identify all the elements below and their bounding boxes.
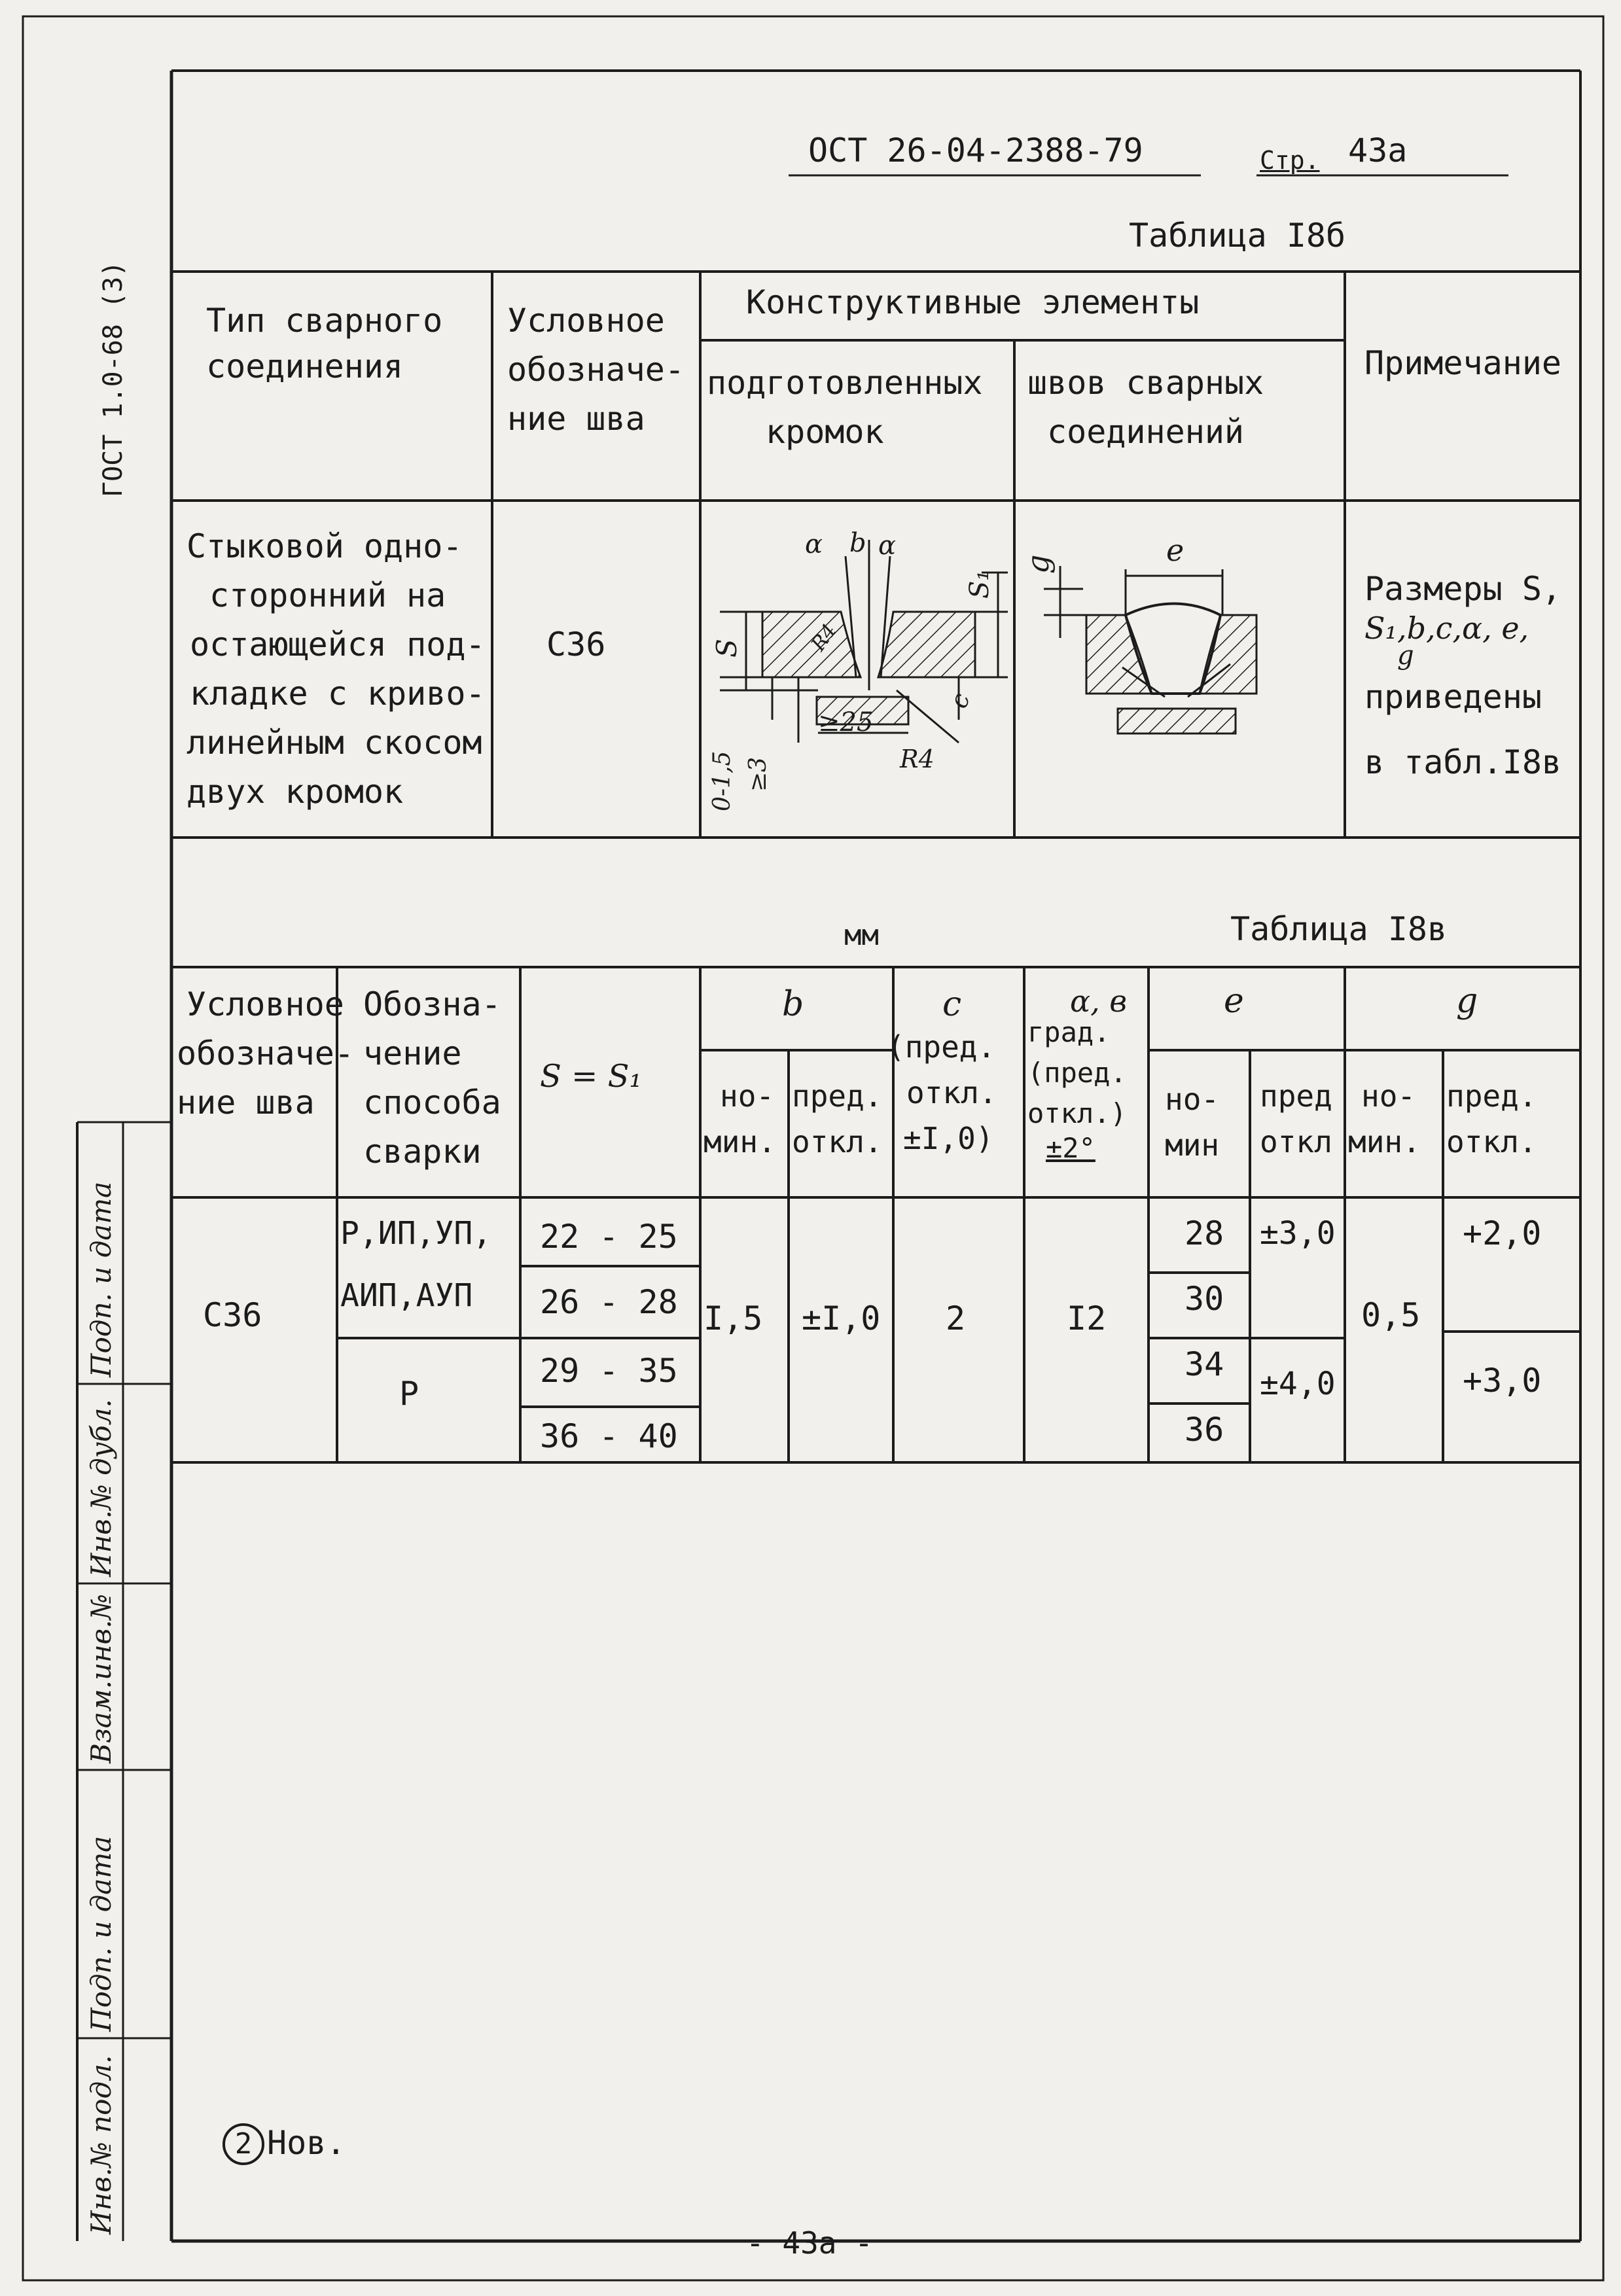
t1-note-line-3: g (1397, 641, 1414, 671)
dim-r4-top: R4 (806, 620, 842, 656)
page-number: 43а (1348, 132, 1408, 169)
t2-head-e-nom-2: мин (1165, 1127, 1220, 1163)
t1-type-line-1: Стыковой одно- (187, 527, 463, 565)
t2-b-nom: I,5 (704, 1299, 763, 1337)
dim-gap: ≥3 (745, 756, 772, 792)
t2-e-nom-1: 28 (1185, 1214, 1224, 1252)
t2-head-code-2: обозначе- (177, 1034, 354, 1072)
t2-head-g-dev-1: пред. (1446, 1078, 1537, 1114)
t2-head-c-2: (пред. (887, 1029, 996, 1065)
side-standard-code: ГОСТ 1.0-68 (3) (98, 260, 128, 497)
t1-head-prep-1: подготовленных (707, 364, 983, 402)
t2-head-c-4: ±I,0) (903, 1121, 994, 1156)
t2-g-dev-1: +2,0 (1463, 1214, 1542, 1252)
t2-head-alpha-5: ±2° (1046, 1132, 1096, 1164)
t2-s-range-3: 29 - 35 (540, 1352, 678, 1390)
t1-head-prep-2: кромок (766, 413, 884, 451)
t2-g-dev-2: +3,0 (1463, 1362, 1542, 1400)
doc-code: ОСТ 26-04-2388-79 (808, 132, 1143, 169)
t1-type-line-2: сторонний на (209, 576, 446, 614)
t2-head-alpha-4: откл.) (1027, 1097, 1127, 1129)
t2-e-nom-3: 34 (1185, 1345, 1224, 1383)
dim-alpha-right: α (878, 531, 897, 561)
t2-alpha: I2 (1067, 1299, 1107, 1337)
stamp-sign-date-1: Подп. и дата (85, 1181, 117, 1377)
t2-head-alpha-3: (пред. (1027, 1057, 1127, 1089)
t1-head-code-3: ние шва (507, 400, 645, 438)
t1-type-line-3: остающейся под- (190, 626, 486, 663)
dim-e: e (1166, 533, 1185, 568)
t1-note-line-2: S₁,b,c,α, e, (1364, 610, 1529, 646)
t2-head-g-nom-2: мин. (1348, 1124, 1421, 1159)
table2-caption: Таблица I8в (1230, 910, 1448, 948)
page-label: Стр. (1260, 146, 1320, 175)
t2-head-e-nom-1: но- (1165, 1082, 1220, 1117)
footnote-text: Нов. (267, 2124, 346, 2162)
table1-caption: Таблица I8б (1129, 217, 1346, 255)
t2-head-e: e (1224, 981, 1244, 1021)
t2-head-alpha-2: град. (1027, 1016, 1111, 1048)
t1-type-line-6: двух кромок (187, 773, 404, 811)
t2-b-dev: ±I,0 (802, 1299, 881, 1337)
dim-r4-bottom: R4 (900, 745, 935, 773)
t1-head-group: Конструктивные элементы (746, 283, 1200, 321)
t2-method-3: Р (399, 1375, 419, 1413)
t2-head-b-nom-2: мин. (704, 1124, 776, 1159)
t2-e-nom-4: 36 (1185, 1411, 1224, 1449)
t2-head-c-3: откл. (906, 1075, 997, 1110)
dim-c: c (944, 689, 976, 713)
t2-head-g-dev-2: откл. (1446, 1124, 1537, 1159)
t1-weld-code: С36 (546, 626, 606, 663)
stamp-sign-date-2: Подп. и дата (85, 1835, 117, 2032)
t1-head-weld-1: швов сварных (1027, 364, 1264, 402)
t2-weld-code: С36 (203, 1296, 262, 1334)
dim-s1: S₁ (965, 570, 995, 599)
t2-head-code-1: Условное (187, 985, 344, 1023)
t1-note-line-5: в табл.I8в (1364, 743, 1562, 781)
t2-head-g: g (1456, 981, 1478, 1021)
t2-s-range-4: 36 - 40 (540, 1417, 678, 1455)
t2-head-method-2: чение (363, 1034, 462, 1072)
bottom-page-number: - 43а - (746, 2225, 873, 2261)
t2-head-method-1: Обозна- (363, 985, 501, 1023)
t1-note-line-4: приведены (1364, 678, 1542, 716)
t2-e-nom-2: 30 (1185, 1280, 1224, 1318)
t2-head-b-dev-2: откл. (792, 1124, 883, 1159)
t1-note-line-1: Размеры S, (1364, 570, 1562, 608)
dim-s: S (711, 639, 743, 658)
dim-alpha-left: α (805, 529, 823, 559)
dim-tolerance: 0-1,5 (709, 751, 736, 811)
stamp-replace-inv: Взам.инв.№ (85, 1593, 117, 1763)
t2-head-b-nom-1: но- (720, 1078, 775, 1114)
t2-method-2: АИП,АУП (340, 1277, 473, 1314)
t1-head-note: Примечание (1364, 344, 1562, 382)
t2-c: 2 (946, 1299, 966, 1337)
t1-head-code-2: обозначе- (507, 351, 685, 389)
t2-s-range-1: 22 - 25 (540, 1218, 678, 1256)
stamp-orig-inv: Инв.№ подл. (85, 2055, 117, 2234)
t2-head-code-3: ние шва (177, 1084, 315, 1122)
t2-head-alpha-1: α, в (1070, 983, 1128, 1019)
t1-head-code-1: Условное (507, 302, 665, 340)
t2-head-s: S = S₁ (540, 1058, 642, 1095)
t2-g-nom: 0,5 (1361, 1296, 1421, 1334)
footnote-number: 2 (234, 2127, 253, 2161)
t1-head-weld-2: соединений (1047, 413, 1245, 451)
t2-s-range-2: 26 - 28 (540, 1283, 678, 1321)
t2-e-dev-2: ±4,0 (1260, 1366, 1336, 1402)
dim-min25: ≥25 (818, 707, 874, 737)
t2-head-g-nom-1: но- (1361, 1078, 1416, 1114)
t2-head-e-dev-2: откл (1260, 1124, 1332, 1159)
footnote-marker (223, 2123, 264, 2165)
dim-b: b (849, 528, 866, 558)
stamp-dup-inv: Инв.№ дубл. (85, 1399, 117, 1577)
t2-e-dev-1: ±3,0 (1260, 1215, 1336, 1252)
t1-head-type-1: Тип сварного (206, 302, 443, 340)
t2-head-c-1: c (942, 985, 962, 1024)
t1-type-line-4: кладке с криво- (190, 675, 486, 713)
dim-g: g (1020, 554, 1056, 574)
t2-head-e-dev-1: пред (1260, 1078, 1332, 1114)
t2-head-b-dev-1: пред. (792, 1078, 883, 1114)
t2-head-method-3: способа (363, 1084, 501, 1122)
units-label: мм (844, 919, 879, 952)
t1-head-type-2: соединения (206, 347, 404, 385)
t2-method-1: Р,ИП,УП, (340, 1215, 492, 1252)
t1-type-line-5: линейным скосом (187, 724, 482, 762)
t2-head-method-4: сварки (363, 1133, 482, 1171)
t2-head-b: b (782, 985, 804, 1024)
